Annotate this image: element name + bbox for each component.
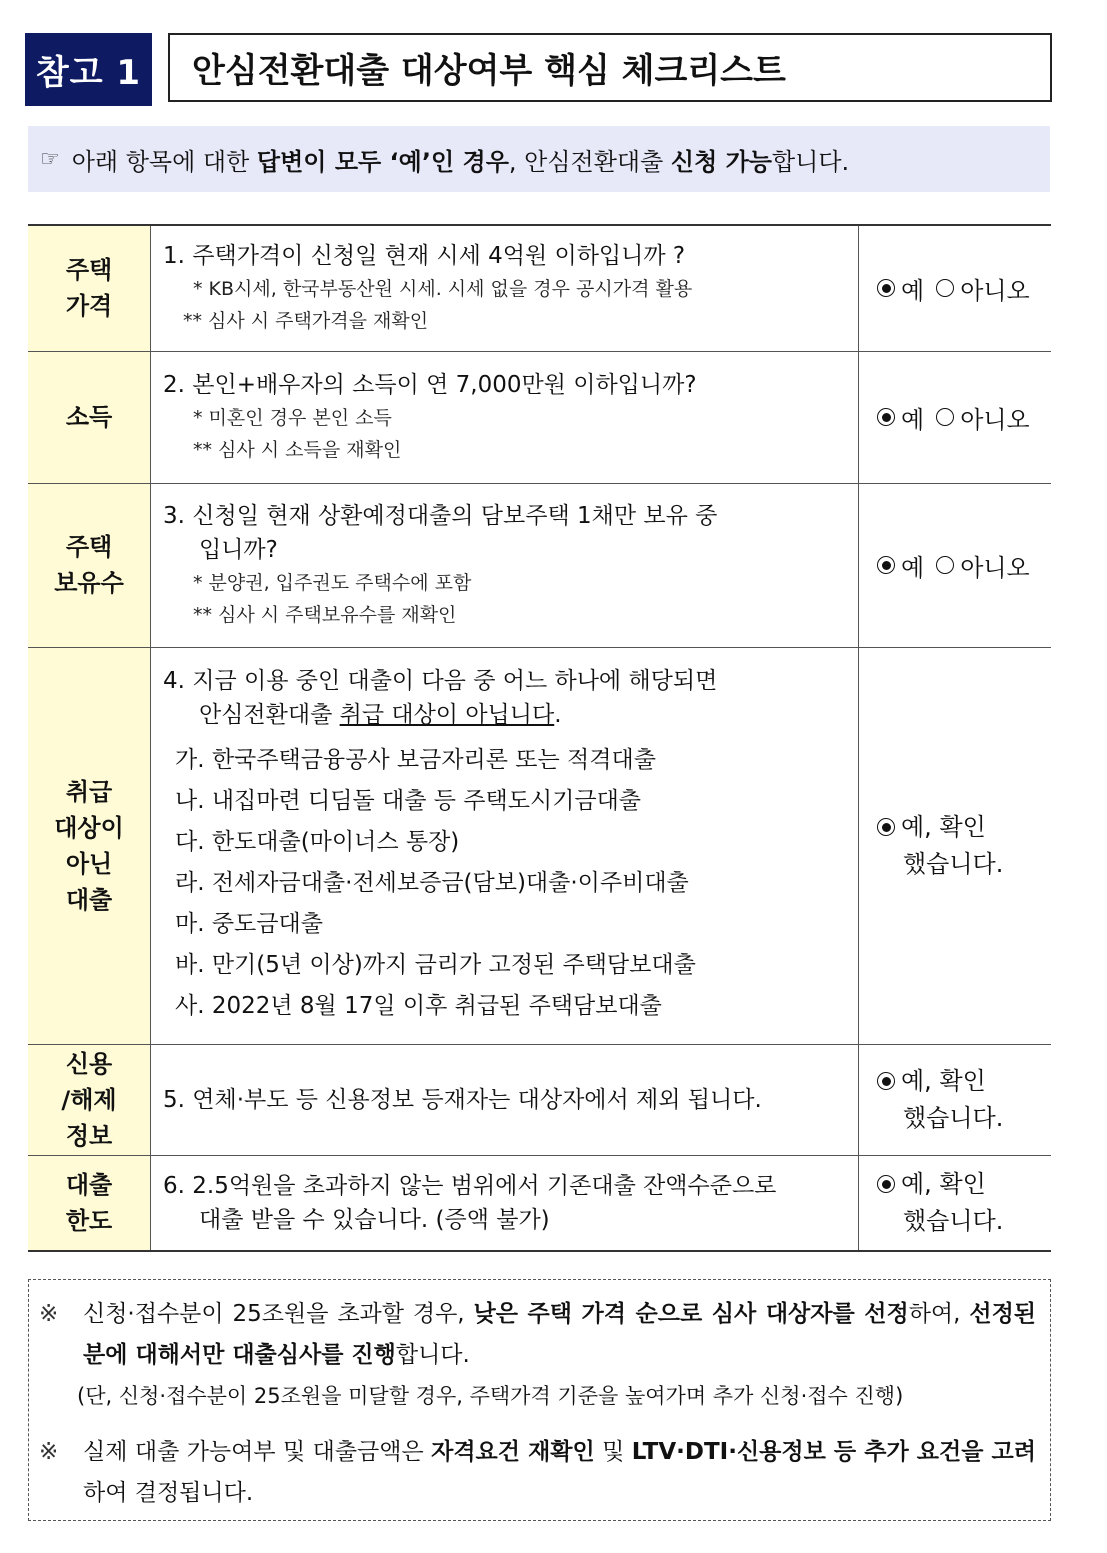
answer-cell: [859, 647, 1052, 1044]
question-text: 2. 본인+배우자의 소득이 연 7,000만원 이하입니까?: [163, 372, 697, 398]
note-item: [39, 1294, 1036, 1376]
category-cell: 신용 /해제 정보: [28, 1044, 151, 1155]
radio-selected-icon: [877, 1175, 895, 1193]
answer-cell: [859, 483, 1052, 647]
confirm-label: 했습니다.: [903, 1207, 1004, 1236]
radio-selected-icon: [877, 1072, 895, 1090]
question-cell: [151, 225, 859, 351]
radio-empty-icon: [936, 556, 954, 574]
question-note: ** 심사 시 주택보유수를 재확인: [193, 604, 457, 626]
note-text: 실제 대출 가능여부 및 대출금액은 자격요건 재확인 및 LTV·DTI·신용정보 등 추가 요건을 고려하여 결정됩니다.: [83, 1439, 1036, 1506]
confirm-radio[interactable]: 예, 확인: [877, 809, 986, 845]
table-row: [28, 1044, 1051, 1155]
question-note: ** 심사 시 주택가격을 재확인: [183, 310, 429, 333]
question-text: 1. 주택가격이 신청일 현재 시세 4억원 이하입니까 ?: [163, 243, 686, 270]
yes-radio[interactable]: 예: [877, 400, 924, 435]
list-item: 가. 한국주택금융공사 보금자리론 또는 적격대출: [175, 747, 656, 773]
note-subtext: (단, 신청·접수분이 25조원을 미달할 경우, 주택가격 기준을 높여가며 추가 신청·접수 진행): [77, 1384, 904, 1408]
page-title: 안심전환대출 대상여부 핵심 체크리스트: [168, 33, 1052, 102]
list-item: 다. 한도대출(마이너스 통장): [175, 829, 460, 855]
notes-box: [28, 1279, 1051, 1521]
question-text: 안심전환대출 취급 대상이 아닙니다.: [199, 702, 562, 728]
confirm-radio[interactable]: 예, 확인: [877, 1063, 986, 1099]
list-item: 나. 내집마련 디딤돌 대출 등 주택도시기금대출: [175, 788, 642, 814]
confirm-radio[interactable]: 예, 확인: [877, 1166, 986, 1202]
question-text: 6. 2.5억원을 초과하지 않는 범위에서 기존대출 잔액수준으로: [163, 1172, 777, 1199]
list-item: 사. 2022년 8월 17일 이후 취급된 주택담보대출: [175, 993, 662, 1019]
confirm-label: 했습니다.: [903, 1104, 1004, 1132]
note-text: 신청·접수분이 25조원을 초과할 경우, 낮은 주택 가격 순으로 심사 대상자를 선정하여, 선정된 분에 대해서만 대출심사를 진행합니다.: [83, 1301, 1037, 1368]
question-text: 입니까?: [199, 537, 278, 563]
question-cell: [151, 1155, 859, 1251]
table-row: [28, 1155, 1051, 1251]
question-cell: [151, 647, 859, 1044]
reference-mark-icon: ※: [39, 1439, 59, 1465]
list-item: 라. 전세자금대출·전세보증금(담보)대출·이주비대출: [175, 870, 689, 896]
question-note: * KB시세, 한국부동산원 시세. 시세 없을 경우 공시가격 활용: [193, 278, 693, 301]
answer-cell: [859, 1044, 1052, 1155]
no-radio[interactable]: 아니오: [936, 400, 1030, 435]
category-cell: 취급 대상이 아닌 대출: [28, 647, 151, 1044]
instruction-banner: [28, 126, 1050, 192]
list-item: 마. 중도금대출: [175, 911, 323, 937]
question-text: 5. 연체·부도 등 신용정보 등재자는 대상자에서 제외 됩니다.: [163, 1086, 762, 1113]
reference-badge: 참고 1: [25, 33, 152, 106]
radio-selected-icon: [877, 556, 895, 574]
instruction-text: 아래 항목에 대한 답변이 모두 ‘예’인 경우, 안심전환대출 신청 가능합니다.: [71, 147, 850, 176]
question-cell: [151, 1044, 859, 1155]
table-row: [28, 225, 1051, 351]
radio-selected-icon: [877, 279, 895, 297]
table-row: [28, 351, 1051, 483]
radio-selected-icon: [877, 408, 895, 426]
category-cell: 주택 가격: [28, 225, 151, 351]
question-cell: [151, 483, 859, 647]
question-text: 대출 받을 수 있습니다. (증액 불가): [199, 1206, 550, 1233]
checklist-table: [28, 224, 1051, 1252]
radio-empty-icon: [936, 408, 954, 426]
table-row: [28, 483, 1051, 647]
table-row: [28, 647, 1051, 1044]
category-cell: 소득: [28, 351, 151, 483]
note-item: [39, 1432, 1036, 1514]
radio-selected-icon: [877, 818, 895, 836]
yes-radio[interactable]: 예: [877, 548, 924, 583]
no-radio[interactable]: 아니오: [936, 548, 1030, 583]
answer-cell: [859, 1155, 1052, 1251]
list-item: 바. 만기(5년 이상)까지 금리가 고정된 주택담보대출: [175, 952, 696, 978]
excluded-loan-list: [163, 740, 848, 1027]
category-cell: 대출 한도: [28, 1155, 151, 1251]
question-text: 4. 지금 이용 중인 대출이 다음 중 어느 하나에 해당되면: [163, 668, 718, 694]
pointing-hand-icon: ☞: [40, 146, 60, 172]
answer-cell: [859, 351, 1052, 483]
radio-empty-icon: [936, 279, 954, 297]
question-note: ** 심사 시 소득을 재확인: [193, 439, 402, 461]
category-cell: 주택 보유수: [28, 483, 151, 647]
confirm-label: 했습니다.: [903, 850, 1004, 878]
question-text: 3. 신청일 현재 상환예정대출의 담보주택 1채만 보유 중: [163, 503, 718, 529]
question-cell: [151, 351, 859, 483]
yes-radio[interactable]: 예: [877, 271, 924, 306]
question-note: * 분양권, 입주권도 주택수에 포함: [193, 572, 472, 594]
no-radio[interactable]: 아니오: [936, 271, 1030, 306]
reference-mark-icon: ※: [39, 1301, 59, 1327]
answer-cell: [859, 225, 1052, 351]
question-note: * 미혼인 경우 본인 소득: [193, 407, 392, 429]
